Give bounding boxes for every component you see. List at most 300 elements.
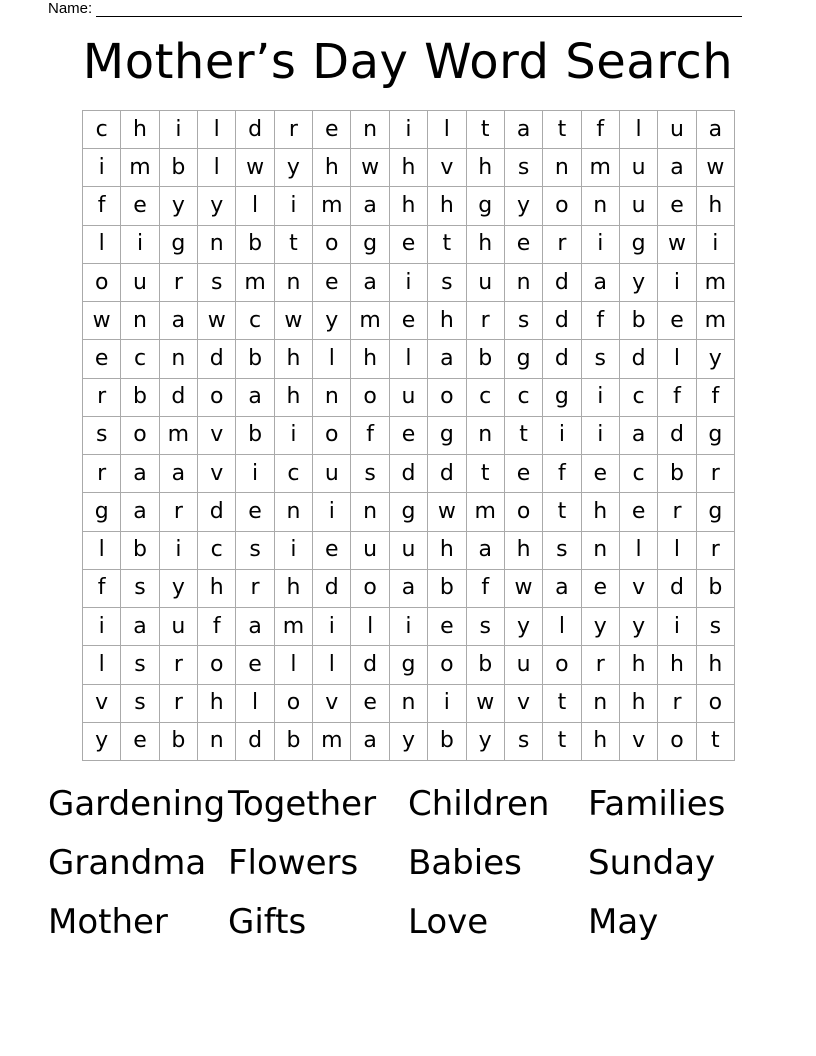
grid-cell: e [236,493,274,531]
word-bank-item: Together [228,784,377,824]
grid-cell: a [582,264,620,302]
grid-cell: y [390,723,428,761]
grid-cell: i [543,417,581,455]
grid-cell: i [582,417,620,455]
grid-cell: h [467,226,505,264]
grid-cell: i [582,226,620,264]
page-title: Mother’s Day Word Search [82,34,734,90]
grid-cell: u [505,646,543,684]
grid-cell: i [390,264,428,302]
grid-cell: h [697,646,735,684]
grid-cell: n [313,379,351,417]
name-label: Name: [48,0,93,17]
grid-cell: d [658,570,696,608]
grid-cell: h [582,493,620,531]
grid-cell: r [160,685,198,723]
grid-cell: a [390,570,428,608]
grid-cell: d [236,723,274,761]
grid-cell: u [351,532,389,570]
grid-cell: a [351,723,389,761]
grid-cell: i [313,608,351,646]
grid-cell: o [428,646,466,684]
grid-cell: s [467,608,505,646]
grid-cell: g [160,226,198,264]
grid-cell: e [582,570,620,608]
grid-cell: i [390,608,428,646]
grid-cell: i [236,455,274,493]
grid-cell: t [543,685,581,723]
grid-cell: a [236,608,274,646]
grid-cell: l [428,111,466,149]
grid-cell: f [83,570,121,608]
grid-cell: v [620,723,658,761]
grid-cell: n [275,493,313,531]
grid-cell: v [313,685,351,723]
grid-cell: l [351,608,389,646]
grid-cell: s [428,264,466,302]
grid-cell: l [236,187,274,225]
word-bank [48,782,768,959]
grid-cell: e [351,685,389,723]
grid-cell: m [467,493,505,531]
grid-cell: i [160,532,198,570]
grid-cell: o [313,417,351,455]
grid-cell: h [697,187,735,225]
grid-cell: r [236,570,274,608]
grid-cell: t [543,493,581,531]
grid-cell: l [275,646,313,684]
grid-cell: m [351,302,389,340]
grid-cell: o [428,379,466,417]
grid-cell: b [467,340,505,378]
grid-cell: c [275,455,313,493]
grid-cell: f [697,379,735,417]
grid-cell: d [198,340,236,378]
grid-cell: n [275,264,313,302]
grid-cell: r [697,532,735,570]
grid-cell: w [351,149,389,187]
grid-cell: n [467,417,505,455]
word-bank-item: May [588,902,659,942]
grid-cell: i [658,608,696,646]
grid-cell: f [582,111,620,149]
grid-cell: v [428,149,466,187]
grid-cell: u [620,149,658,187]
grid-cell: y [160,187,198,225]
grid-cell: d [543,264,581,302]
grid-cell: i [160,111,198,149]
grid-cell: g [505,340,543,378]
grid-cell: b [658,455,696,493]
grid-cell: w [697,149,735,187]
grid-cell: w [467,685,505,723]
grid-cell: c [620,455,658,493]
grid-cell: n [198,226,236,264]
grid-cell: b [121,532,159,570]
word-search-grid [82,110,735,761]
grid-cell: m [236,264,274,302]
grid-cell: g [697,417,735,455]
grid-cell: d [543,302,581,340]
grid-cell: d [236,111,274,149]
grid-cell: f [658,379,696,417]
grid-cell: a [121,455,159,493]
grid-cell: i [428,685,466,723]
grid-cell: e [236,646,274,684]
grid-cell: a [121,493,159,531]
word-bank-item: Sunday [588,843,716,883]
word-bank-item: Children [408,784,550,824]
grid-cell: y [198,187,236,225]
name-field [48,0,742,17]
grid-cell: e [390,226,428,264]
grid-cell: d [428,455,466,493]
grid-cell: e [620,493,658,531]
grid-cell: r [83,379,121,417]
grid-cell: y [505,187,543,225]
grid-cell: o [697,685,735,723]
grid-cell: y [83,723,121,761]
grid-cell: m [313,723,351,761]
grid-cell: g [390,493,428,531]
grid-cell: b [236,340,274,378]
grid-cell: t [275,226,313,264]
grid-cell: o [83,264,121,302]
grid-cell: f [543,455,581,493]
grid-cell: y [582,608,620,646]
word-bank-item: Families [588,784,726,824]
grid-cell: y [620,264,658,302]
grid-cell: h [198,570,236,608]
grid-cell: a [236,379,274,417]
grid-cell: i [658,264,696,302]
grid-cell: l [83,646,121,684]
grid-cell: e [505,226,543,264]
grid-cell: l [236,685,274,723]
grid-cell: y [313,302,351,340]
grid-cell: u [390,532,428,570]
grid-cell: i [83,149,121,187]
grid-cell: o [543,646,581,684]
grid-cell: y [620,608,658,646]
grid-cell: i [390,111,428,149]
grid-cell: a [658,149,696,187]
word-bank-item: Babies [408,843,522,883]
grid-cell: o [543,187,581,225]
word-bank-item: Gardening [48,784,226,824]
grid-cell: f [83,187,121,225]
grid-cell: f [351,417,389,455]
grid-cell: s [505,149,543,187]
grid-cell: y [275,149,313,187]
grid-cell: w [275,302,313,340]
grid-cell: g [697,493,735,531]
grid-cell: v [198,455,236,493]
grid-cell: r [697,455,735,493]
grid-cell: h [658,646,696,684]
grid-cell: y [467,723,505,761]
grid-cell: w [428,493,466,531]
grid-cell: l [658,340,696,378]
grid-cell: s [351,455,389,493]
grid-cell: n [505,264,543,302]
grid-cell: e [313,264,351,302]
grid-cell: e [83,340,121,378]
grid-cell: y [160,570,198,608]
grid-cell: h [428,302,466,340]
grid-cell: h [121,111,159,149]
grid-cell: n [582,685,620,723]
grid-cell: o [351,379,389,417]
grid-cell: b [467,646,505,684]
grid-cell: e [658,302,696,340]
grid-cell: a [428,340,466,378]
grid-cell: a [620,417,658,455]
grid-cell: d [620,340,658,378]
grid-cell: o [313,226,351,264]
grid-cell: c [83,111,121,149]
grid-cell: b [160,723,198,761]
grid-cell: r [658,685,696,723]
grid-cell: o [658,723,696,761]
grid-cell: u [121,264,159,302]
grid-cell: i [275,187,313,225]
grid-cell: n [582,187,620,225]
grid-cell: a [160,302,198,340]
grid-cell: l [198,111,236,149]
grid-cell: o [275,685,313,723]
grid-cell: h [313,149,351,187]
grid-cell: n [198,723,236,761]
grid-cell: r [467,302,505,340]
grid-cell: a [543,570,581,608]
grid-cell: a [121,608,159,646]
grid-cell: h [582,723,620,761]
grid-cell: n [543,149,581,187]
grid-cell: l [543,608,581,646]
grid-cell: a [697,111,735,149]
grid-cell: h [198,685,236,723]
grid-cell: l [620,532,658,570]
grid-cell: h [390,149,428,187]
grid-cell: v [83,685,121,723]
grid-cell: u [620,187,658,225]
grid-cell: f [582,302,620,340]
grid-cell: m [582,149,620,187]
grid-cell: d [351,646,389,684]
grid-cell: o [351,570,389,608]
word-bank-item: Flowers [228,843,359,883]
grid-cell: m [275,608,313,646]
word-bank-item: Gifts [228,902,307,942]
grid-cell: h [428,187,466,225]
grid-cell: u [390,379,428,417]
grid-cell: m [121,149,159,187]
grid-cell: m [697,264,735,302]
grid-cell: e [390,302,428,340]
grid-cell: v [198,417,236,455]
grid-cell: s [121,646,159,684]
grid-cell: u [160,608,198,646]
grid-cell: e [658,187,696,225]
grid-cell: g [428,417,466,455]
grid-cell: w [83,302,121,340]
grid-cell: m [697,302,735,340]
grid-cell: n [351,111,389,149]
grid-cell: g [543,379,581,417]
grid-cell: t [505,417,543,455]
grid-cell: t [543,723,581,761]
grid-cell: b [236,417,274,455]
grid-cell: o [121,417,159,455]
grid-cell: l [313,340,351,378]
grid-cell: r [543,226,581,264]
grid-cell: u [313,455,351,493]
grid-cell: d [160,379,198,417]
grid-cell: l [620,111,658,149]
grid-cell: r [275,111,313,149]
grid-cell: c [198,532,236,570]
grid-cell: l [83,226,121,264]
grid-cell: s [121,685,159,723]
grid-cell: s [505,723,543,761]
grid-cell: i [582,379,620,417]
grid-cell: h [275,379,313,417]
grid-cell: g [390,646,428,684]
grid-cell: w [198,302,236,340]
grid-cell: g [620,226,658,264]
grid-cell: i [275,417,313,455]
grid-cell: s [505,302,543,340]
grid-cell: h [620,646,658,684]
grid-cell: a [351,187,389,225]
grid-cell: f [467,570,505,608]
grid-cell: c [467,379,505,417]
grid-cell: r [160,646,198,684]
grid-cell: g [467,187,505,225]
grid-cell: w [658,226,696,264]
word-bank-item: Mother [48,902,168,942]
grid-cell: b [428,723,466,761]
grid-cell: l [313,646,351,684]
grid-cell: r [582,646,620,684]
grid-cell: h [505,532,543,570]
grid-cell: s [543,532,581,570]
grid-cell: s [697,608,735,646]
grid-cell: h [620,685,658,723]
grid-cell: m [160,417,198,455]
grid-cell: i [313,493,351,531]
grid-cell: t [697,723,735,761]
grid-cell: b [697,570,735,608]
grid-cell: i [121,226,159,264]
grid-cell: b [275,723,313,761]
grid-cell: e [582,455,620,493]
grid-cell: l [658,532,696,570]
grid-cell: u [658,111,696,149]
grid-cell: l [83,532,121,570]
grid-cell: n [582,532,620,570]
grid-cell: i [83,608,121,646]
grid-cell: h [428,532,466,570]
grid-cell: b [620,302,658,340]
grid-cell: r [658,493,696,531]
grid-cell: e [505,455,543,493]
word-bank-item: Love [408,902,489,942]
grid-cell: t [543,111,581,149]
grid-cell: d [658,417,696,455]
grid-cell: c [121,340,159,378]
grid-cell: e [313,111,351,149]
grid-cell: l [198,149,236,187]
grid-cell: r [83,455,121,493]
grid-cell: a [505,111,543,149]
grid-cell: h [467,149,505,187]
grid-cell: d [198,493,236,531]
grid-cell: e [390,417,428,455]
grid-cell: w [505,570,543,608]
grid-cell: n [351,493,389,531]
grid-cell: h [275,340,313,378]
grid-cell: f [198,608,236,646]
word-bank-item: Grandma [48,843,207,883]
grid-cell: v [620,570,658,608]
grid-cell: e [428,608,466,646]
grid-cell: o [505,493,543,531]
grid-cell: h [390,187,428,225]
grid-cell: g [351,226,389,264]
grid-cell: b [236,226,274,264]
grid-cell: y [505,608,543,646]
grid-cell: t [467,455,505,493]
grid-cell: r [160,264,198,302]
grid-cell: h [275,570,313,608]
grid-cell: s [121,570,159,608]
grid-cell: s [83,417,121,455]
grid-cell: o [198,646,236,684]
grid-cell: h [351,340,389,378]
grid-cell: c [505,379,543,417]
grid-cell: g [83,493,121,531]
grid-cell: l [390,340,428,378]
grid-cell: a [351,264,389,302]
grid-cell: n [121,302,159,340]
grid-cell: b [121,379,159,417]
grid-cell: u [467,264,505,302]
grid-cell: i [697,226,735,264]
grid-cell: n [390,685,428,723]
grid-cell: t [467,111,505,149]
grid-cell: b [160,149,198,187]
grid-cell: t [428,226,466,264]
grid-cell: s [198,264,236,302]
grid-cell: s [582,340,620,378]
grid-cell: a [160,455,198,493]
grid-cell: d [313,570,351,608]
grid-cell: v [505,685,543,723]
grid-cell: c [620,379,658,417]
grid-cell: r [160,493,198,531]
grid-cell: i [275,532,313,570]
grid-cell: d [390,455,428,493]
name-underline [96,1,742,17]
grid-cell: e [121,187,159,225]
grid-cell: y [697,340,735,378]
grid-cell: n [160,340,198,378]
grid-cell: o [198,379,236,417]
grid-cell: m [313,187,351,225]
grid-cell: s [236,532,274,570]
